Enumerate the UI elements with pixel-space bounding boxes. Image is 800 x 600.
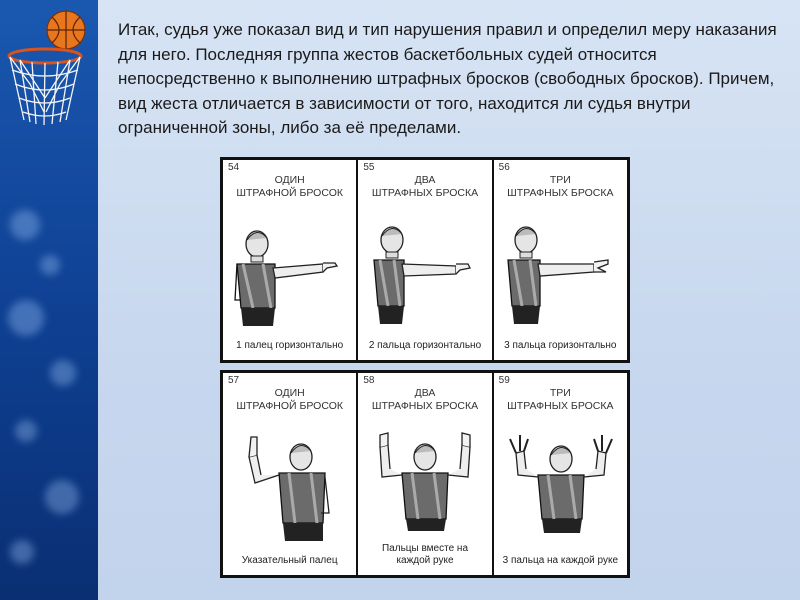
gesture-caption: 1 палец горизонтально [236, 340, 344, 351]
gesture-card [223, 160, 356, 360]
referee-horizontal-three-fingers-illustration [494, 160, 627, 360]
gesture-title: ДВА ШТРАФНЫХ БРОСКА [371, 174, 479, 199]
gesture-caption: 2 пальца горизонтально [368, 340, 482, 351]
gesture-number: 54 [228, 162, 240, 173]
gesture-title: ТРИ ШТРАФНЫХ БРОСКА [507, 174, 614, 199]
gesture-caption: 3 пальца горизонтально [504, 340, 617, 351]
referee-horizontal-one-finger-illustration [223, 160, 356, 360]
slide-paragraph: Итак, судья уже показал вид и тип нарушения правил и определил меру наказания для него. Последняя группа жестов баскетбольных судей относится непосредственно к выполнению штрафных бросков (свободных бросков). Причем, вид жеста отличается в зависимости от того, находится ли судья внутри ограниченной зоны, либо за её пределами. [118, 20, 777, 137]
referee-index-finger-up-illustration [223, 373, 356, 573]
gesture-card [494, 160, 627, 360]
gesture-number: 56 [498, 162, 510, 173]
gesture-number: 57 [228, 375, 240, 386]
referee-both-hands-three-fingers-illustration [494, 373, 627, 573]
gesture-card [358, 160, 491, 360]
basketball-hoop-icon [0, 0, 98, 140]
gesture-card [223, 373, 356, 575]
gesture-number: 59 [498, 375, 510, 386]
decorative-sidebar [0, 0, 98, 600]
gesture-number: 58 [363, 375, 375, 386]
referee-horizontal-two-fingers-illustration [358, 160, 491, 360]
gesture-card [494, 373, 627, 575]
gesture-title: ТРИ ШТРАФНЫХ БРОСКА [507, 387, 614, 412]
gesture-title: ОДИН ШТРАФНОЙ БРОСОК [236, 174, 343, 199]
gestures-panel-inside-zone [220, 370, 630, 578]
gesture-caption: Пальцы вместе на каждой руке [381, 543, 468, 566]
gesture-number: 55 [363, 162, 375, 173]
gesture-card [358, 373, 491, 575]
gesture-title: ДВА ШТРАФНЫХ БРОСКА [371, 387, 479, 412]
gestures-panel-outside-zone [220, 157, 630, 363]
gesture-title: ОДИН ШТРАФНОЙ БРОСОК [236, 387, 343, 412]
gesture-caption: 3 пальца на каждой руке [502, 555, 619, 566]
gesture-caption: Указательный палец [241, 555, 338, 566]
